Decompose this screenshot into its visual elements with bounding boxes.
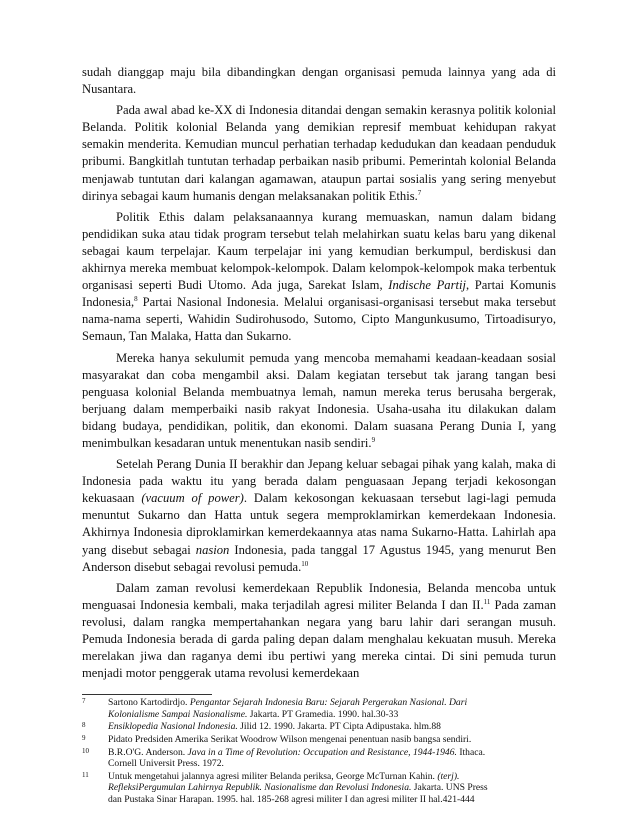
footnote — [82, 771, 556, 806]
footnote-line — [108, 771, 556, 783]
text-run: Pada zaman revolusi, dalam rangka mempertahankan negara yang baru lahir dari serangan musuh. Pemuda Indonesia berada di garda paling depan dalam menghalau kekuatan musuh. Mereka merelakan jiwa dan raganya demi ibu pertiwi yang mereka cintai. Di sini pemuda turun menjadi motor penggerak utama revolusi kemerdekaan — [82, 597, 556, 681]
footnote-number: 10 — [82, 746, 89, 755]
footnote-line — [108, 697, 556, 709]
footnote-text — [108, 771, 556, 806]
body-text — [82, 64, 556, 682]
footnote-reference: 8 — [134, 295, 138, 304]
paragraph — [82, 64, 556, 98]
text-run: Untuk mengetahui jalannya agresi militer Belanda periksa, George McTurnan Kahin. — [108, 770, 438, 782]
italic-text: (vacuum of power) — [141, 491, 244, 506]
footnote — [82, 734, 556, 746]
paragraph — [82, 456, 556, 576]
text-run: Jakarta. PT Gramedia. 1990. hal.30-33 — [247, 708, 399, 720]
text-run: Pada awal abad ke-XX di Indonesia ditandai dengan semakin kerasnya politik kolonial Belanda. Politik kolonial Belanda yang demikian represif membuat kehidupan rakyat semakin menderita. Kemudian muncul perhatian terhadap kedudukan dan keadaan penduduk pribumi. Bangkitlah tuntutan terhadap perbaikan nasib pribumi. Pemerintah kolonial Belanda menjawab tuntutan dari kalangan agamawan, ataupun partai sosialis yang sering menyebut dirinya sebagai kaum humanis dengan melaksanakan politik Ethis. — [82, 103, 556, 203]
footnote-line — [108, 782, 556, 794]
text-run: . Dalam kekosongan kekuasaan tersebut lagi-lagi pemuda menuntut Sukarno dan Hatta untuk segera memproklamirkan kemerdekaan Indonesia. Akhirnya Indonesia diproklamirkan kemerdekaannya atas nama Sukarno-Hatta. Lahirlah apa yang disebut sebagai — [82, 491, 556, 557]
text-run: dan Pustaka Sinar Harapan. 1995. hal. 185-268 agresi militer I dan agresi militer II hal.421-444 — [108, 794, 475, 806]
text-run: Politik Ethis dalam pelaksanaannya kurang memuaskan, namun dalam bidang pendidikan suka atau tidak program tersebut telah melahirkan suatu kelas baru yang dikenal sebagai kaum terpelajar. Kaum terpelajar ini yang kemudian berkumpul, berdiskusi dan akhirnya mereka membuat kelompok-kelompok. Dalam kelompok-kelompok maka terbentuk organisasi seperti Budi Utomo. Ada juga, Sarekat Islam, — [82, 209, 556, 293]
text-run: Partai Nasional Indonesia. Melalui organisasi-organisasi tersebut maka tersebut nama-nama seperti, Wahidin Sudirohusodo, Sutomo, Cipto Mangunkusumo, Tirtoadisuryo, Semaun, Tan Malaka, Hatta dan Sukarno. — [82, 295, 556, 344]
footnote-text — [108, 697, 556, 720]
footnote-reference: 7 — [417, 188, 422, 197]
footnote-line — [108, 721, 556, 733]
italic-text: RefleksiPergumulan Lahirnya Republik. Nasionalisme dan Revolusi Indonesia. — [108, 782, 412, 794]
italic-text: Pengantar Sejarah Indonesia Baru: Sejarah Pergerakan Nasional. Dari — [189, 697, 468, 709]
italic-text: Java in a Time of Revolution: Occupation and Resistance, 1944-1946. — [187, 746, 457, 758]
footnote-number: 9 — [82, 734, 86, 743]
footnote-number: 7 — [82, 697, 86, 706]
text-run: B.R.O'G. Anderson. — [108, 746, 188, 758]
footnote-line — [108, 794, 556, 806]
footnote-text — [108, 747, 556, 770]
footnote-line — [108, 758, 556, 770]
text-run: Dalam zaman revolusi kemerdekaan Republik Indonesia, Belanda mencoba untuk menguasai Indonesia kembali, maka terjadilah agresi militer Belanda I dan II. — [82, 580, 556, 612]
footnote-line — [108, 709, 556, 721]
italic-text: nasion — [195, 542, 230, 557]
text-run: sudah dianggap maju bila dibandingkan dengan organisasi pemuda lainnya yang ada di Nusantara. — [82, 65, 556, 97]
footnote-text — [108, 734, 556, 746]
footnote-line — [108, 734, 556, 746]
text-run: Ithaca. — [456, 746, 486, 758]
footnote — [82, 747, 556, 770]
footnote-number: 11 — [82, 770, 89, 779]
text-run: Mereka hanya sekulumit pemuda yang mencoba memahami keadaan-keadaan sosial masyarakat dan coba mengambil aksi. Dalam kegiatan tersebut tak jarang tangan besi penguasa kolonial Belanda membuatnya lemah, namun mereka terus berusaha bergerak, berjuang dalam memperbaiki nasib rakyat Indonesia. Usaha-usaha itu dilakukan dalam bidang budaya, pendidikan, politik, dan ekonomi. Dalam suasana Perang Dunia I, yang menimbulkan kesadaran untuk menentukan nasib sendiri. — [82, 350, 556, 450]
paragraph — [82, 350, 556, 453]
paragraph — [82, 580, 556, 683]
italic-text: Kolonialisme Sampai Nasionalisme. — [108, 708, 248, 720]
footnotes — [82, 697, 556, 805]
footnote-text — [108, 721, 556, 733]
footnote-number: 8 — [82, 721, 86, 730]
footnote-reference: 9 — [371, 435, 376, 444]
text-run: Cornell Universit Press. 1972. — [108, 758, 224, 770]
footnote-reference: 10 — [301, 559, 309, 568]
text-run: Sartono Kartodirdjo. — [108, 697, 190, 709]
italic-text: Ensiklopedia Nasional Indonesia. — [108, 721, 238, 733]
text-run: Jakarta. UNS Press — [411, 782, 488, 794]
text-run: Pidato Predsiden Amerika Serikat Woodrow Wilson mengenai penentuan nasib bangsa sendiri. — [108, 734, 472, 746]
footnote-reference: 11 — [483, 597, 491, 606]
italic-text: Indische Partij — [388, 278, 466, 293]
footnote-divider — [82, 694, 212, 695]
text-run: Jilid 12. 1990. Jakarta. PT Cipta Adipustaka. hlm.88 — [237, 721, 441, 733]
paragraph — [82, 209, 556, 346]
document-page — [82, 64, 556, 807]
text-run: Setelah Perang Dunia II berakhir dan Jepang keluar sebagai pihak yang kalah, maka di Indonesia pada waktu itu yang berada dalam penguasaan Jepang terjadi kekosongan kekuasaan — [82, 457, 556, 506]
italic-text: (terj). — [437, 770, 460, 782]
footnote-line — [108, 747, 556, 759]
footnote — [82, 697, 556, 720]
footnote — [82, 721, 556, 733]
text-run: , Partai Komunis Indonesia, — [82, 278, 556, 310]
paragraph — [82, 102, 556, 205]
text-run: Indonesia, pada tanggal 17 Agustus 1945, yang menurut Ben Anderson disebut sebagai revolusi pemuda. — [82, 542, 556, 574]
